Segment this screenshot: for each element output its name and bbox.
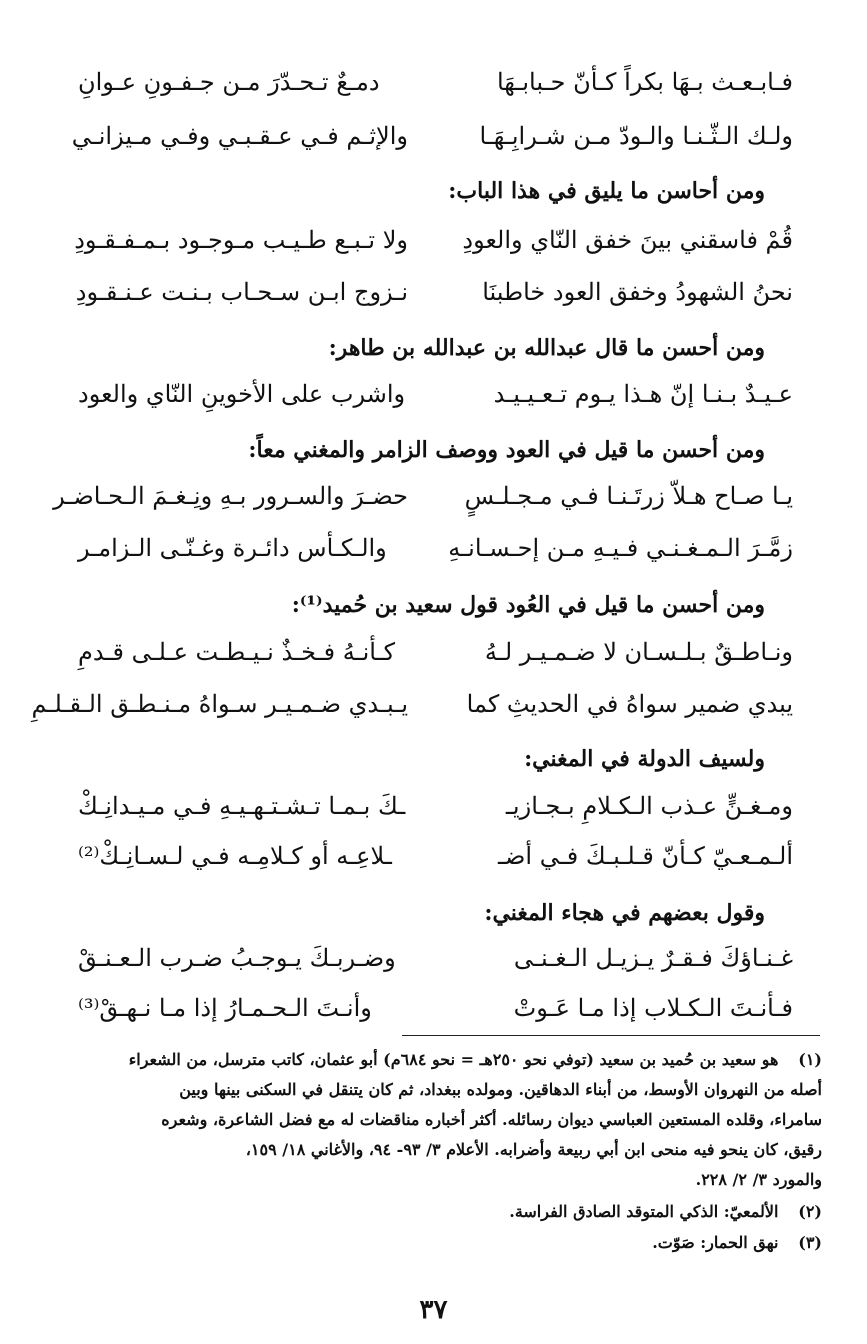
verse-line: [74, 216, 793, 264]
verse-first-hemistich: قُمْ فاسقني بينَ خفق النّاي والعودِ: [462, 226, 793, 254]
verse-line: [78, 984, 793, 1032]
footnote-number: (١): [798, 1050, 822, 1069]
footnote-text: أصله من النهروان الأوسط، من أبناء الدهاقين. ومولده ببغداد، ثم كان يتنقل في السكنى بينها وبين: [179, 1080, 822, 1099]
verse-first-hemistich: عـيـدٌ بـنـا إنّ هـذا يـوم تـعـيـيـد: [493, 380, 793, 408]
footnote-text: نهق الحمار: صَوّت.: [652, 1233, 779, 1252]
footnote-text: رقيق، كان ينحو فيه منحى ابن أبي ربيعة وأضرابه. الأعلام ٣/ ٩٣- ٩٤، والأغاني ١٨/ ١٥٩،: [245, 1140, 822, 1159]
verse-first-hemistich: ولـك الـثّـنـا والـودّ مـن شـرابِـهَـا: [479, 122, 793, 150]
footnote-3: [52, 1228, 822, 1258]
section-intro: وقول بعضهم في هجاء المغني:: [484, 900, 765, 926]
verse-first-hemistich: زمَّـرَ الـمـغـنـي فـيـهِ مـن إحـسـانـهِ: [448, 534, 793, 562]
verse-second-hemistich: يـبـدي ضـمـيـر سـواهُ مـنـطـق الـقـلـمِ: [31, 690, 408, 718]
verse-first-hemistich: يبدي ضمير سواهُ في الحديثِ كما: [466, 690, 793, 718]
verse-line: [78, 628, 793, 676]
verse-second-hemistich: ـكَ بـمـا تـشـتـهـيـهِ فـي مـيـدانِـكْ: [78, 792, 406, 820]
verse-first-hemistich: غـنـاؤكَ فـقـرٌ يـزيـل الـغـنـى: [513, 944, 793, 972]
verse-line: [78, 370, 793, 418]
footnote-text: والمورد ٣/ ٢/ ٢٢٨.: [695, 1170, 822, 1189]
verse-line: [78, 934, 793, 982]
footnote-1: [52, 1045, 822, 1075]
verse-line: [53, 472, 793, 520]
verse-first-hemistich: ونـاطـقٌ بـلـسـان لا ضـمـيـر لـهُ: [484, 638, 793, 666]
verse-second-hemistich: وأنـتَ الـحـمـارُ إذا مـا نـهـقْ⁽³⁾: [78, 994, 372, 1022]
footnote-number: (٢): [798, 1202, 822, 1221]
section-intro: ومن أحاسن ما يليق في هذا الباب:: [448, 178, 765, 204]
footnote-2: [52, 1197, 822, 1227]
verse-line: [78, 832, 793, 880]
verse-line: [78, 58, 793, 106]
page-number: ٣٧: [419, 1295, 448, 1325]
footnote-number: (٣): [798, 1233, 822, 1252]
section-intro: ومن أحسن ما قيل في العُود قول سعيد بن حُميد⁽¹⁾:: [291, 592, 765, 618]
footnote-separator: [402, 1035, 820, 1036]
verse-second-hemistich: والإثـم فـي عـقـبـي وفـي مـيزانـي: [71, 122, 408, 150]
verse-first-hemistich: فـابـعـث بـهَا بكراً كـأنّ حـبابـهَا: [496, 68, 793, 96]
verse-line: [78, 782, 793, 830]
verse-first-hemistich: فـأنـتَ الـكـلاب إذا مـا عَـوتْ: [513, 994, 793, 1022]
verse-second-hemistich: حضـرَ والسـرور بـهِ ونِـغـمَ الـحـاضـر: [53, 482, 408, 510]
verse-second-hemistich: دمـعٌ تـحـدّرَ مـن جـفـونِ عـوانِ: [78, 68, 380, 96]
verse-second-hemistich: وضـربـكَ يـوجـبُ ضـرب الـعـنـقْ: [78, 944, 396, 972]
verse-line: [31, 680, 793, 728]
verse-first-hemistich: ومـغـنٍّ عـذب الـكـلامِ بـجـازيـ: [505, 792, 793, 820]
verse-second-hemistich: نـزوج ابـن سـحـاب بـنـت عـنـقـودِ: [75, 278, 408, 306]
footnote-text: هو سعيد بن حُميد بن سعيد (توفي نحو ٢٥٠هـ = نحو ٦٨٤م) أبو عثمان، كاتب مترسل، من الشعراء: [128, 1050, 779, 1069]
verse-first-hemistich: ألـمـعـيّ كـأنّ قـلـبـكَ فـي أضـ: [497, 842, 793, 870]
verse-second-hemistich: والـكـأس دائـرة وغـنّـى الـزامـر: [78, 534, 387, 562]
verse-first-hemistich: نحنُ الشهودُ وخفق العود خاطبنَا: [482, 278, 793, 306]
section-intro: ولسيف الدولة في المغني:: [524, 746, 765, 772]
verse-second-hemistich: ـلاعِـه أو كـلامِـه فـي لـسـانِـكْ⁽²⁾: [78, 842, 392, 870]
section-intro: ومن أحسن ما قيل في العود ووصف الزامر والمغني معاً:: [248, 437, 765, 463]
verse-line: [71, 112, 793, 160]
verse-second-hemistich: ولا تـبـع طـيـب مـوجـود بـمـفـقـودِ: [74, 226, 408, 254]
verse-line: [75, 268, 793, 316]
footnote-text: الألمعيّ: الذكي المتوقد الصادق الفراسة.: [509, 1202, 779, 1221]
verse-first-hemistich: يـا صـاح هـلاّ زرتَـنـا فـي مـجـلـسٍ: [464, 482, 793, 510]
verse-second-hemistich: كـأنـهُ فـخـذٌ نـيـطـت عـلـى قـدمِ: [78, 638, 396, 666]
footnote-text: سامراء، وقلده المستعين العباسي ديوان رسائله. أكثر أخباره مناقضات له مع فضل الشاعرة، وشعره: [161, 1110, 822, 1129]
verse-line: [78, 524, 793, 572]
verse-second-hemistich: واشرب على الأخوينِ النّاي والعود: [78, 380, 406, 408]
section-intro: ومن أحسن ما قال عبدالله بن عبدالله بن طاهر:: [328, 335, 765, 361]
